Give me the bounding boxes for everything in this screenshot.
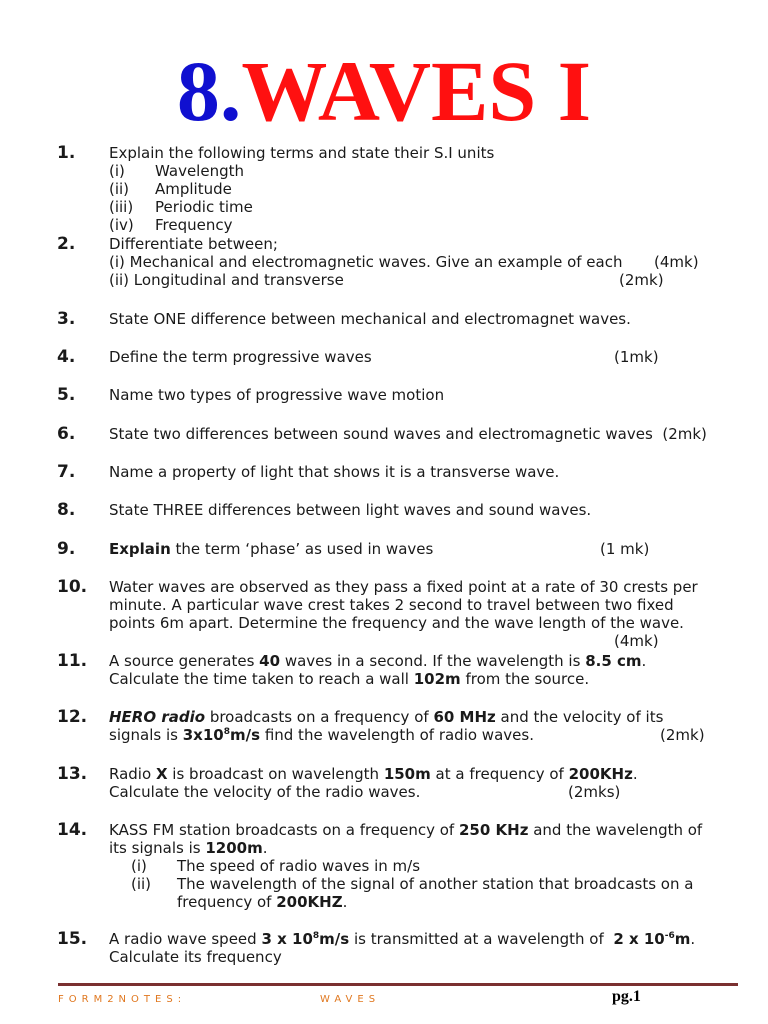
question-body	[109, 386, 749, 404]
punctuation: .	[641, 652, 647, 670]
sub-text: The wavelength of the signal of another station that broadcasts on a	[177, 875, 694, 893]
unit: m/s	[229, 726, 261, 744]
value: 150m	[383, 765, 431, 783]
value: 2 x 10	[613, 930, 665, 948]
exponent: 8	[223, 727, 230, 737]
question-number: 9.	[57, 539, 76, 559]
question-text: Name a property of light that shows it is a transverse wave.	[109, 463, 560, 481]
sub-roman: (i)	[131, 857, 147, 875]
question-text: find the wavelength of radio waves.	[264, 726, 534, 744]
question-text: the term ‘phase’ as used in waves	[175, 540, 434, 558]
marks: (1mk)	[614, 348, 659, 366]
sub-roman: (iv)	[109, 216, 134, 234]
sub-text: (i) Mechanical and electromagnetic waves. Give an example of each	[109, 253, 623, 271]
punctuation: .	[342, 893, 348, 911]
marks: (2mk)	[619, 271, 664, 289]
question-number: 7.	[57, 462, 76, 482]
question-text: Radio	[109, 765, 152, 783]
question-body	[109, 540, 749, 558]
question-number: 15.	[57, 929, 88, 949]
punctuation: .	[632, 765, 638, 783]
marks: (2mks)	[568, 783, 621, 801]
question-number: 6.	[57, 424, 76, 444]
sub-item	[109, 180, 749, 198]
value: 8.5 cm	[585, 652, 642, 670]
sub-text: Amplitude	[155, 180, 232, 198]
question-text: points 6m apart. Determine the frequency and the wave length of the wave.	[109, 614, 684, 632]
question-number: 10.	[57, 577, 88, 597]
unit: m	[674, 930, 691, 948]
station-name: HERO radio	[109, 708, 206, 726]
sub-roman: (ii)	[109, 180, 130, 198]
question-text: State THREE differences between light waves and sound waves.	[109, 501, 592, 519]
sub-text: frequency of	[177, 893, 272, 911]
question-body	[109, 463, 749, 481]
value: 1200m	[205, 839, 263, 857]
question-body	[109, 578, 749, 650]
value: 3 x 10	[261, 930, 313, 948]
question-text: Define the term progressive waves	[109, 348, 372, 366]
question-body	[109, 652, 749, 688]
marks: (1 mk)	[600, 540, 650, 558]
question-number: 11.	[57, 651, 88, 671]
question-number: 8.	[57, 500, 76, 520]
emphasis-text: Explain	[109, 540, 171, 558]
question-text: from the source.	[465, 670, 590, 688]
question-body	[109, 501, 749, 519]
question-text: Calculate its frequency	[109, 948, 282, 966]
question-text: its signals is	[109, 839, 201, 857]
sub-text: Periodic time	[155, 198, 253, 216]
footer-divider	[58, 983, 738, 986]
question-number: 3.	[57, 309, 76, 329]
question-text: A source generates	[109, 652, 255, 670]
value: 200KHZ	[276, 893, 343, 911]
marks: (4mk)	[654, 253, 699, 271]
question-text: State two differences between sound waves and electromagnetic waves	[109, 425, 653, 443]
question-text: State ONE difference between mechanical and electromagnet waves.	[109, 310, 631, 328]
question-text: broadcasts on a frequency of	[209, 708, 429, 726]
question-text: Water waves are observed as they pass a fixed point at a rate of 30 crests per	[109, 578, 698, 596]
question-number: 13.	[57, 764, 88, 784]
question-text: Calculate the time taken to reach a wall	[109, 670, 409, 688]
value: 3x10	[182, 726, 224, 744]
question-number: 5.	[57, 385, 76, 405]
question-text: at a frequency of	[435, 765, 564, 783]
question-text: signals is	[109, 726, 178, 744]
value: 60 MHz	[433, 708, 496, 726]
question-number: 4.	[57, 347, 76, 367]
value: 102m	[413, 670, 461, 688]
question-number: 12.	[57, 707, 88, 727]
question-body	[109, 765, 749, 801]
question-text: Calculate the velocity of the radio waves.	[109, 783, 421, 801]
question-body	[109, 144, 749, 234]
sub-text: The speed of radio waves in m/s	[177, 857, 421, 875]
marks: (2mk)	[662, 425, 707, 443]
question-text: Name two types of progressive wave motion	[109, 386, 445, 404]
question-text: is broadcast on wavelength	[172, 765, 380, 783]
question-text: is transmitted at a wavelength of	[353, 930, 604, 948]
question-text: KASS FM station broadcasts on a frequency of	[109, 821, 455, 839]
unit: m/s	[319, 930, 350, 948]
question-body	[109, 235, 749, 289]
sub-text: Frequency	[155, 216, 233, 234]
value: 200KHz	[568, 765, 633, 783]
question-body	[109, 310, 749, 328]
marks: (4mk)	[614, 632, 659, 650]
sub-roman: (ii)	[131, 875, 152, 893]
chapter-number: 8.	[176, 43, 242, 139]
value: 40	[259, 652, 281, 670]
sub-text: Wavelength	[155, 162, 244, 180]
question-body	[109, 425, 749, 443]
page-title	[0, 43, 768, 139]
question-number: 14.	[57, 820, 88, 840]
page-number: pg.1	[612, 988, 641, 1005]
question-text: A radio wave speed	[109, 930, 257, 948]
sub-item	[109, 162, 749, 180]
sub-roman: (iii)	[109, 198, 134, 216]
sub-roman: (i)	[109, 162, 125, 180]
question-body	[109, 708, 749, 744]
question-text: minute. A particular wave crest takes 2 second to travel between two fixed	[109, 596, 674, 614]
sub-text: (ii) Longitudinal and transverse	[109, 271, 344, 289]
question-body	[109, 348, 749, 366]
question-body	[109, 930, 749, 966]
question-number: 2.	[57, 234, 76, 254]
question-text: waves in a second. If the wavelength is	[284, 652, 581, 670]
marks: (2mk)	[660, 726, 705, 744]
question-text: Explain the following terms and state their S.I units	[109, 144, 495, 162]
sub-item	[109, 216, 749, 234]
punctuation: .	[690, 930, 696, 948]
chapter-title: WAVES I	[241, 43, 592, 139]
footer-left: FORM2NOTES:	[58, 994, 187, 1005]
value: 250 KHz	[459, 821, 529, 839]
question-body	[109, 821, 749, 911]
exponent: 8	[312, 931, 320, 941]
exponent: -6	[664, 931, 675, 941]
value: X	[155, 765, 168, 783]
question-text: Differentiate between;	[109, 235, 278, 253]
question-text: and the velocity of its	[500, 708, 664, 726]
question-text: and the wavelength of	[533, 821, 703, 839]
sub-item	[109, 198, 749, 216]
footer-center: WAVES	[320, 994, 381, 1005]
punctuation: .	[262, 839, 268, 857]
question-number: 1.	[57, 143, 76, 163]
